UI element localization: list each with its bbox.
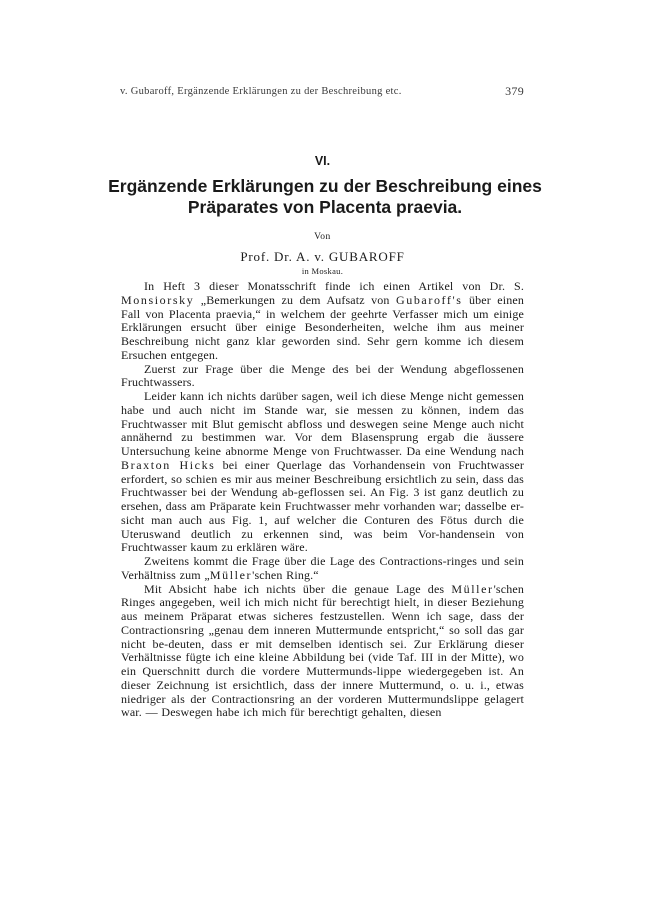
- author-name: Prof. Dr. A. v. GUBAROFF: [240, 249, 405, 264]
- author-name-spaced: Müller: [209, 567, 253, 582]
- author-name-spaced: Gubaroff's: [395, 292, 463, 307]
- author-name-spaced: Monsiorsky: [121, 292, 195, 307]
- paragraph: Mit Absicht habe ich nichts über die genaue Lage des Müller'schen Ringes angegeben, weil ich mich nicht für berechtigt hielt, in dieser Beziehung aus meinem Präparat etwas sicheres festzustellen. Wenn ich sage, dass der Contractionsring „genau dem inneren Muttermunde entspricht,“ so soll das gar nicht be-deuten, dass er mit demselben identisch sei. Zur Erklärung dieser Verhältnisse fügte ich eine kleine Abbildung bei (vide Taf. III in der Mitte), wo ein Querschnitt durch die vordere Muttermunds-lippe wiedergegeben ist. An dieser Zeichnung ist ersichtlich, dass der innere Muttermund, o. u. i., etwas niedriger als der Contractionsring an der vorderen Muttermundslippe gelagert war. — Deswegen habe ich mich für berechtigt gehalten, diesen: [121, 581, 524, 720]
- paragraph: Leider kann ich nichts darüber sagen, weil ich diese Menge nicht gemessen habe und auch nicht im Stande war, sie messen zu können, indem das Fruchtwasser mit Blut gemischt abfloss und deswegen seine Menge auch nicht annähernd zu bestimmen war. Vor dem Blasensprung ergab die äussere Untersuchung keine abnorme Menge von Fruchtwasser. Da eine Wendung nach Braxton Hicks bei einer Querlage das Vorhandensein von Fruchtwasser erfordert, so schien es mir aus meiner Beschreibung ersichtlich zu sein, dass das Fruchtwasser bei der Wendung ab-geflossen sei. An Fig. 3 ist ganz deutlich zu ersehen, dass am Präparate kein Fruchtwasser mehr vorhanden war; dasselbe er-sicht man auch aus Fig. 1, auf welcher die Conturen des Fötus durch die Uteruswand deutlich zu erkennen sind, was beim Vor-handensein von Fruchtwasser kaum zu erklären wäre.: [121, 389, 524, 555]
- author-name-spaced: Müller: [451, 581, 494, 596]
- section-number: VI.: [314, 154, 331, 168]
- running-header-text: v. Gubaroff, Ergänzende Erklärungen zu der Beschreibung etc.: [120, 86, 402, 97]
- byline-von: Von: [314, 232, 331, 242]
- article-body: [121, 280, 524, 720]
- author-name-spaced: Braxton Hicks: [121, 457, 216, 472]
- paragraph: Zuerst zur Frage über die Menge des bei der Wendung abgeflossenen Fruchtwassers.: [121, 361, 524, 390]
- author-location: in Moskau.: [301, 266, 344, 276]
- page-number: 379: [505, 84, 524, 98]
- paragraph: In Heft 3 dieser Monatsschrift finde ich einen Artikel von Dr. S. Monsiorsky „Bemerkungen zu dem Aufsatz von Gubaroff's über einen Fall von Placenta praevia,“ in welchem der geehrte Verfasser mich um einige Erklärungen ersucht über einige Besonderheiten, welche ihm aus meiner Beschreibung nicht ganz klar geworden sind. Sehr gern komme ich diesem Ersuchen entgegen.: [121, 279, 524, 362]
- paragraph: Zweitens kommt die Frage über die Lage des Contractions-ringes und sein Verhältniss zum „Müller'schen Ring.“: [121, 554, 524, 582]
- article-title: Ergänzende Erklärungen zu der Beschreibung eines Präparates von Placenta praevia.: [108, 176, 542, 217]
